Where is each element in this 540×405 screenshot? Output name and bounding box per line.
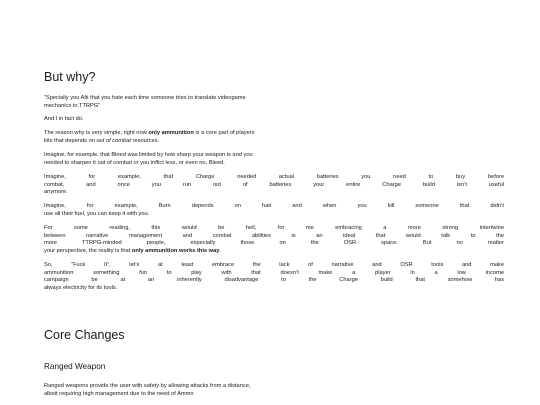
paragraph-line [44, 248, 504, 256]
paragraph-line: Imagine, for example, that Bleed was limited by how sharp your weapon is and you [44, 152, 253, 158]
paragraph-reason [44, 130, 504, 145]
paragraph-ranged [44, 383, 504, 398]
bold-run: only ammunition works this way [131, 247, 220, 254]
paragraph-line: mechanics to TTRPG” [44, 102, 101, 109]
paragraph-line [44, 130, 504, 138]
text-run: resources. [130, 137, 160, 144]
text-run: The reason why is very simple, right now [44, 130, 149, 136]
paragraph-line: more TTRPG-minded people, especially those on the OSR space. But no matter [44, 240, 504, 247]
paragraph-line: “Specially you Alti that you hate each time someone tries to translate videogame [44, 95, 246, 101]
paragraph-line: combat, and once you run out of batteries your entire Charge build isn’t useful [44, 181, 504, 188]
italic-run: out of combat [96, 137, 131, 144]
paragraph-line: albeit requiring high management due to the need of Ammo [44, 390, 194, 397]
paragraph-line [44, 138, 504, 146]
heading-core-changes: Core Changes [44, 328, 125, 342]
paragraph-bleed [44, 152, 504, 167]
paragraph-line: And I in fact do. [44, 116, 84, 122]
paragraph-line: For some reading, this would be hell, for me embracing a more strong intertwine [44, 225, 504, 231]
text-run: is a core part of players [193, 130, 255, 136]
paragraph-line: always electricity for its tools. [44, 284, 118, 291]
paragraph-burn [44, 203, 504, 218]
paragraph-line: Imagine, for example, Burn depends on fuel and when you kill someone that didn’t [44, 203, 504, 209]
heading-but-why: But why? [44, 70, 96, 84]
paragraph-charge [44, 174, 504, 197]
paragraph-line: Imagine, for example, that Charge needed actual batteries you need to buy before [44, 174, 504, 180]
paragraph-fuck-it [44, 262, 504, 292]
text-run: to play with that doesn’t make a player in a low income [147, 269, 504, 276]
text-run: . [219, 247, 222, 254]
paragraph-perspective [44, 225, 504, 255]
text-run: your perspective, the reality is that [44, 247, 132, 254]
heading-ranged-weapon: Ranged Weapon [44, 362, 106, 371]
paragraph-line: So, “Fuck It”, let’s at least embrace the lack of narrative and OSR tools and make [44, 262, 504, 268]
paragraph-line: campaign be at an inherently disadvantage to the Charge build that somehow has [44, 277, 504, 284]
paragraph-agree [44, 116, 504, 124]
italic-run: fun [139, 269, 148, 276]
paragraph-line: needed to sharpen it out of combat or you inflict less, or even no, Bleed. [44, 159, 225, 166]
paragraph-line: use all their fuel, you can keep it with you. [44, 210, 150, 217]
paragraph-line [44, 270, 504, 278]
paragraph-line: between narrative management and combat abilities is an ideal that would talk to the [44, 232, 504, 239]
bold-run: only ammunition [148, 130, 194, 136]
text-run: kits that depends on [44, 137, 97, 144]
text-run: ammunition something [44, 269, 140, 276]
paragraph-line: anymore. [44, 189, 68, 196]
paragraph-quote [44, 95, 504, 110]
paragraph-line: Ranged weapons provide the user with safety by allowing attacks from a distance, [44, 383, 251, 389]
